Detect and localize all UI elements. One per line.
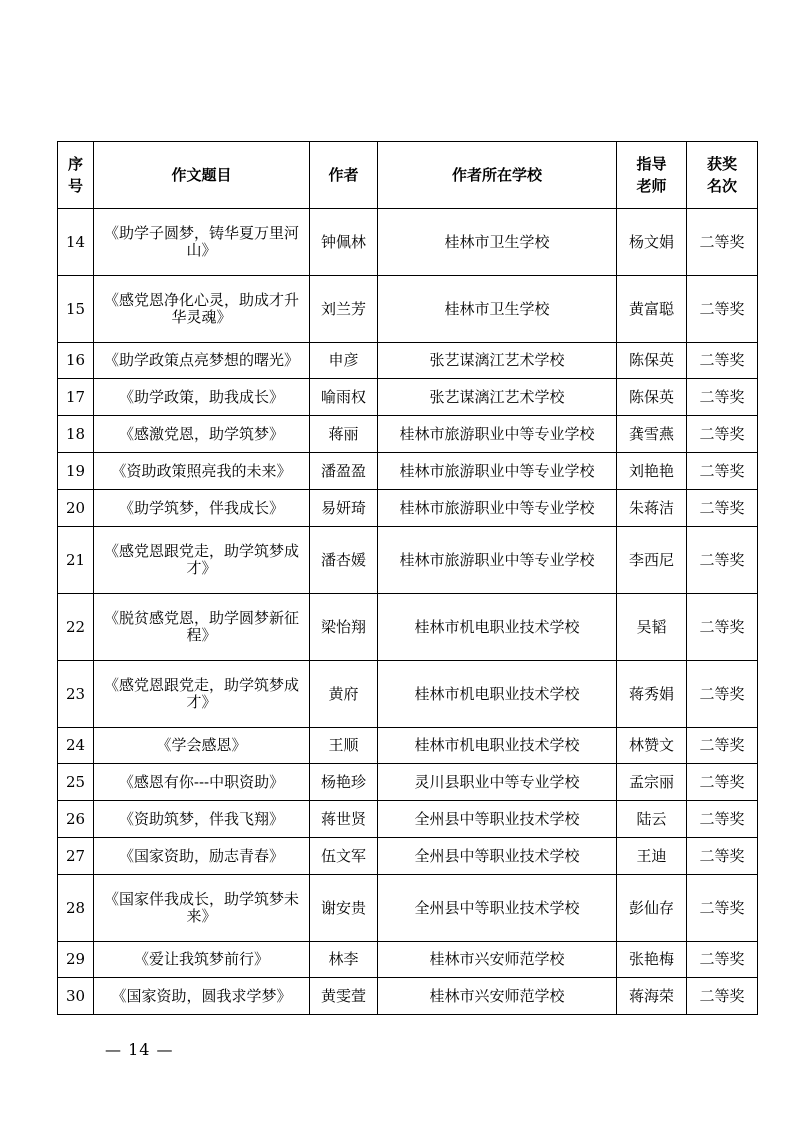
school-name: 桂林市卫生学校	[378, 276, 617, 343]
author-name: 刘兰芳	[310, 276, 378, 343]
award-rank: 二等奖	[687, 209, 758, 276]
row-number: 15	[58, 276, 94, 343]
essay-title-line-1: 《感党恩净化心灵，助成才升	[103, 291, 299, 309]
row-number: 16	[58, 343, 94, 379]
essay-title-line-1: 《感党恩跟党走，助学筑梦成	[103, 676, 299, 694]
essay-title: 《资助筑梦，伴我飞翔》	[94, 801, 310, 838]
row-number: 30	[58, 978, 94, 1015]
table-row	[58, 801, 758, 838]
author-name: 钟佩林	[310, 209, 378, 276]
teacher-name: 彭仙存	[617, 875, 687, 942]
essay-title-line-1: 《国家伴我成长，助学筑梦未	[103, 890, 299, 908]
teacher-name: 龚雪燕	[617, 416, 687, 453]
teacher-name: 孟宗丽	[617, 764, 687, 801]
essay-title	[94, 594, 310, 661]
table-row	[58, 416, 758, 453]
author-name: 潘杏媛	[310, 527, 378, 594]
teacher-name: 吴韬	[617, 594, 687, 661]
teacher-name: 蒋海荣	[617, 978, 687, 1015]
school-name: 全州县中等职业技术学校	[378, 838, 617, 875]
table-row	[58, 490, 758, 527]
award-rank: 二等奖	[687, 978, 758, 1015]
teacher-name: 林赞文	[617, 728, 687, 764]
table-row	[58, 661, 758, 728]
award-rank: 二等奖	[687, 343, 758, 379]
teacher-name: 张艳梅	[617, 942, 687, 978]
essay-title: 《爱让我筑梦前行》	[94, 942, 310, 978]
essay-title	[94, 276, 310, 343]
author-name: 梁怡翔	[310, 594, 378, 661]
author-name: 蒋世贤	[310, 801, 378, 838]
row-number: 27	[58, 838, 94, 875]
row-number: 21	[58, 527, 94, 594]
teacher-name: 陆云	[617, 801, 687, 838]
row-number: 28	[58, 875, 94, 942]
teacher-name: 杨文娟	[617, 209, 687, 276]
award-rank: 二等奖	[687, 416, 758, 453]
school-name: 桂林市卫生学校	[378, 209, 617, 276]
teacher-name: 蒋秀娟	[617, 661, 687, 728]
header-row	[58, 142, 758, 209]
table-row	[58, 764, 758, 801]
essay-title	[94, 661, 310, 728]
table-row	[58, 838, 758, 875]
school-name: 全州县中等职业技术学校	[378, 875, 617, 942]
header-author: 作者	[310, 142, 378, 209]
essay-title: 《助学政策，助我成长》	[94, 379, 310, 416]
school-name: 全州县中等职业技术学校	[378, 801, 617, 838]
author-name: 谢安贵	[310, 875, 378, 942]
essay-title: 《资助政策照亮我的未来》	[94, 453, 310, 490]
author-name: 杨艳珍	[310, 764, 378, 801]
row-number: 23	[58, 661, 94, 728]
table-row	[58, 875, 758, 942]
essay-title-line-2: 华灵魂》	[171, 308, 232, 326]
row-number: 25	[58, 764, 94, 801]
school-name: 桂林市旅游职业中等专业学校	[378, 416, 617, 453]
award-rank: 二等奖	[687, 594, 758, 661]
essay-title-line-2: 山》	[186, 241, 217, 259]
award-table	[57, 141, 758, 1015]
row-number: 20	[58, 490, 94, 527]
school-name: 桂林市机电职业技术学校	[378, 594, 617, 661]
author-name: 黄府	[310, 661, 378, 728]
table-row	[58, 209, 758, 276]
header-teacher-line-2: 老师	[636, 177, 667, 195]
teacher-name: 王迪	[617, 838, 687, 875]
essay-title	[94, 209, 310, 276]
author-name: 喻雨权	[310, 379, 378, 416]
author-name: 黄雯萱	[310, 978, 378, 1015]
header-award	[687, 142, 758, 209]
teacher-name: 陈保英	[617, 379, 687, 416]
school-name: 灵川县职业中等专业学校	[378, 764, 617, 801]
award-rank: 二等奖	[687, 453, 758, 490]
essay-title-line-2: 程》	[186, 626, 217, 644]
header-award-line-2: 名次	[706, 177, 737, 195]
author-name: 伍文军	[310, 838, 378, 875]
essay-title: 《助学政策点亮梦想的曙光》	[94, 343, 310, 379]
table-row	[58, 276, 758, 343]
header-award-line-1: 获奖	[706, 155, 737, 173]
header-title: 作文题目	[94, 142, 310, 209]
author-name: 潘盈盈	[310, 453, 378, 490]
row-number: 19	[58, 453, 94, 490]
award-rank: 二等奖	[687, 875, 758, 942]
row-number: 26	[58, 801, 94, 838]
essay-title: 《国家资助，圆我求学梦》	[94, 978, 310, 1015]
row-number: 29	[58, 942, 94, 978]
author-name: 蒋丽	[310, 416, 378, 453]
table-row	[58, 978, 758, 1015]
row-number: 17	[58, 379, 94, 416]
header-seq-line-2: 号	[67, 177, 83, 195]
award-rank: 二等奖	[687, 527, 758, 594]
essay-title-line-2: 才》	[186, 559, 217, 577]
school-name: 张艺谋漓江艺术学校	[378, 343, 617, 379]
school-name: 桂林市兴安师范学校	[378, 978, 617, 1015]
author-name: 王顺	[310, 728, 378, 764]
header-teacher-line-1: 指导	[636, 155, 667, 173]
teacher-name: 朱蒋洁	[617, 490, 687, 527]
essay-title: 《感激党恩，助学筑梦》	[94, 416, 310, 453]
header-teacher	[617, 142, 687, 209]
essay-title: 《学会感恩》	[94, 728, 310, 764]
school-name: 张艺谋漓江艺术学校	[378, 379, 617, 416]
essay-title-line-1: 《脱贫感党恩，助学圆梦新征	[103, 609, 299, 627]
author-name: 林李	[310, 942, 378, 978]
table-row	[58, 379, 758, 416]
header-school: 作者所在学校	[378, 142, 617, 209]
school-name: 桂林市旅游职业中等专业学校	[378, 527, 617, 594]
award-rank: 二等奖	[687, 838, 758, 875]
author-name: 申彦	[310, 343, 378, 379]
essay-title-line-2: 来》	[186, 907, 217, 925]
award-rank: 二等奖	[687, 942, 758, 978]
teacher-name: 陈保英	[617, 343, 687, 379]
essay-title	[94, 875, 310, 942]
award-rank: 二等奖	[687, 728, 758, 764]
award-rank: 二等奖	[687, 661, 758, 728]
school-name: 桂林市旅游职业中等专业学校	[378, 490, 617, 527]
school-name: 桂林市旅游职业中等专业学校	[378, 453, 617, 490]
essay-title-line-2: 才》	[186, 693, 217, 711]
award-rank: 二等奖	[687, 764, 758, 801]
row-number: 14	[58, 209, 94, 276]
teacher-name: 黄富聪	[617, 276, 687, 343]
school-name: 桂林市兴安师范学校	[378, 942, 617, 978]
essay-title-line-1: 《助学子圆梦，铸华夏万里河	[103, 224, 299, 242]
row-number: 24	[58, 728, 94, 764]
page-number: — 14 —	[105, 1040, 174, 1059]
essay-title: 《助学筑梦，伴我成长》	[94, 490, 310, 527]
award-rank: 二等奖	[687, 801, 758, 838]
essay-title: 《国家资助，励志青春》	[94, 838, 310, 875]
author-name: 易妍琦	[310, 490, 378, 527]
row-number: 18	[58, 416, 94, 453]
essay-title: 《感恩有你---中职资助》	[94, 764, 310, 801]
essay-title	[94, 527, 310, 594]
school-name: 桂林市机电职业技术学校	[378, 661, 617, 728]
header-seq	[58, 142, 94, 209]
row-number: 22	[58, 594, 94, 661]
teacher-name: 刘艳艳	[617, 453, 687, 490]
table-row	[58, 728, 758, 764]
award-rank: 二等奖	[687, 276, 758, 343]
table-row	[58, 594, 758, 661]
essay-title-line-1: 《感党恩跟党走，助学筑梦成	[103, 542, 299, 560]
teacher-name: 李西尼	[617, 527, 687, 594]
school-name: 桂林市机电职业技术学校	[378, 728, 617, 764]
table-row	[58, 527, 758, 594]
table-row	[58, 453, 758, 490]
table-row	[58, 343, 758, 379]
award-rank: 二等奖	[687, 379, 758, 416]
header-seq-line-1: 序	[67, 155, 83, 173]
table-row	[58, 942, 758, 978]
award-rank: 二等奖	[687, 490, 758, 527]
